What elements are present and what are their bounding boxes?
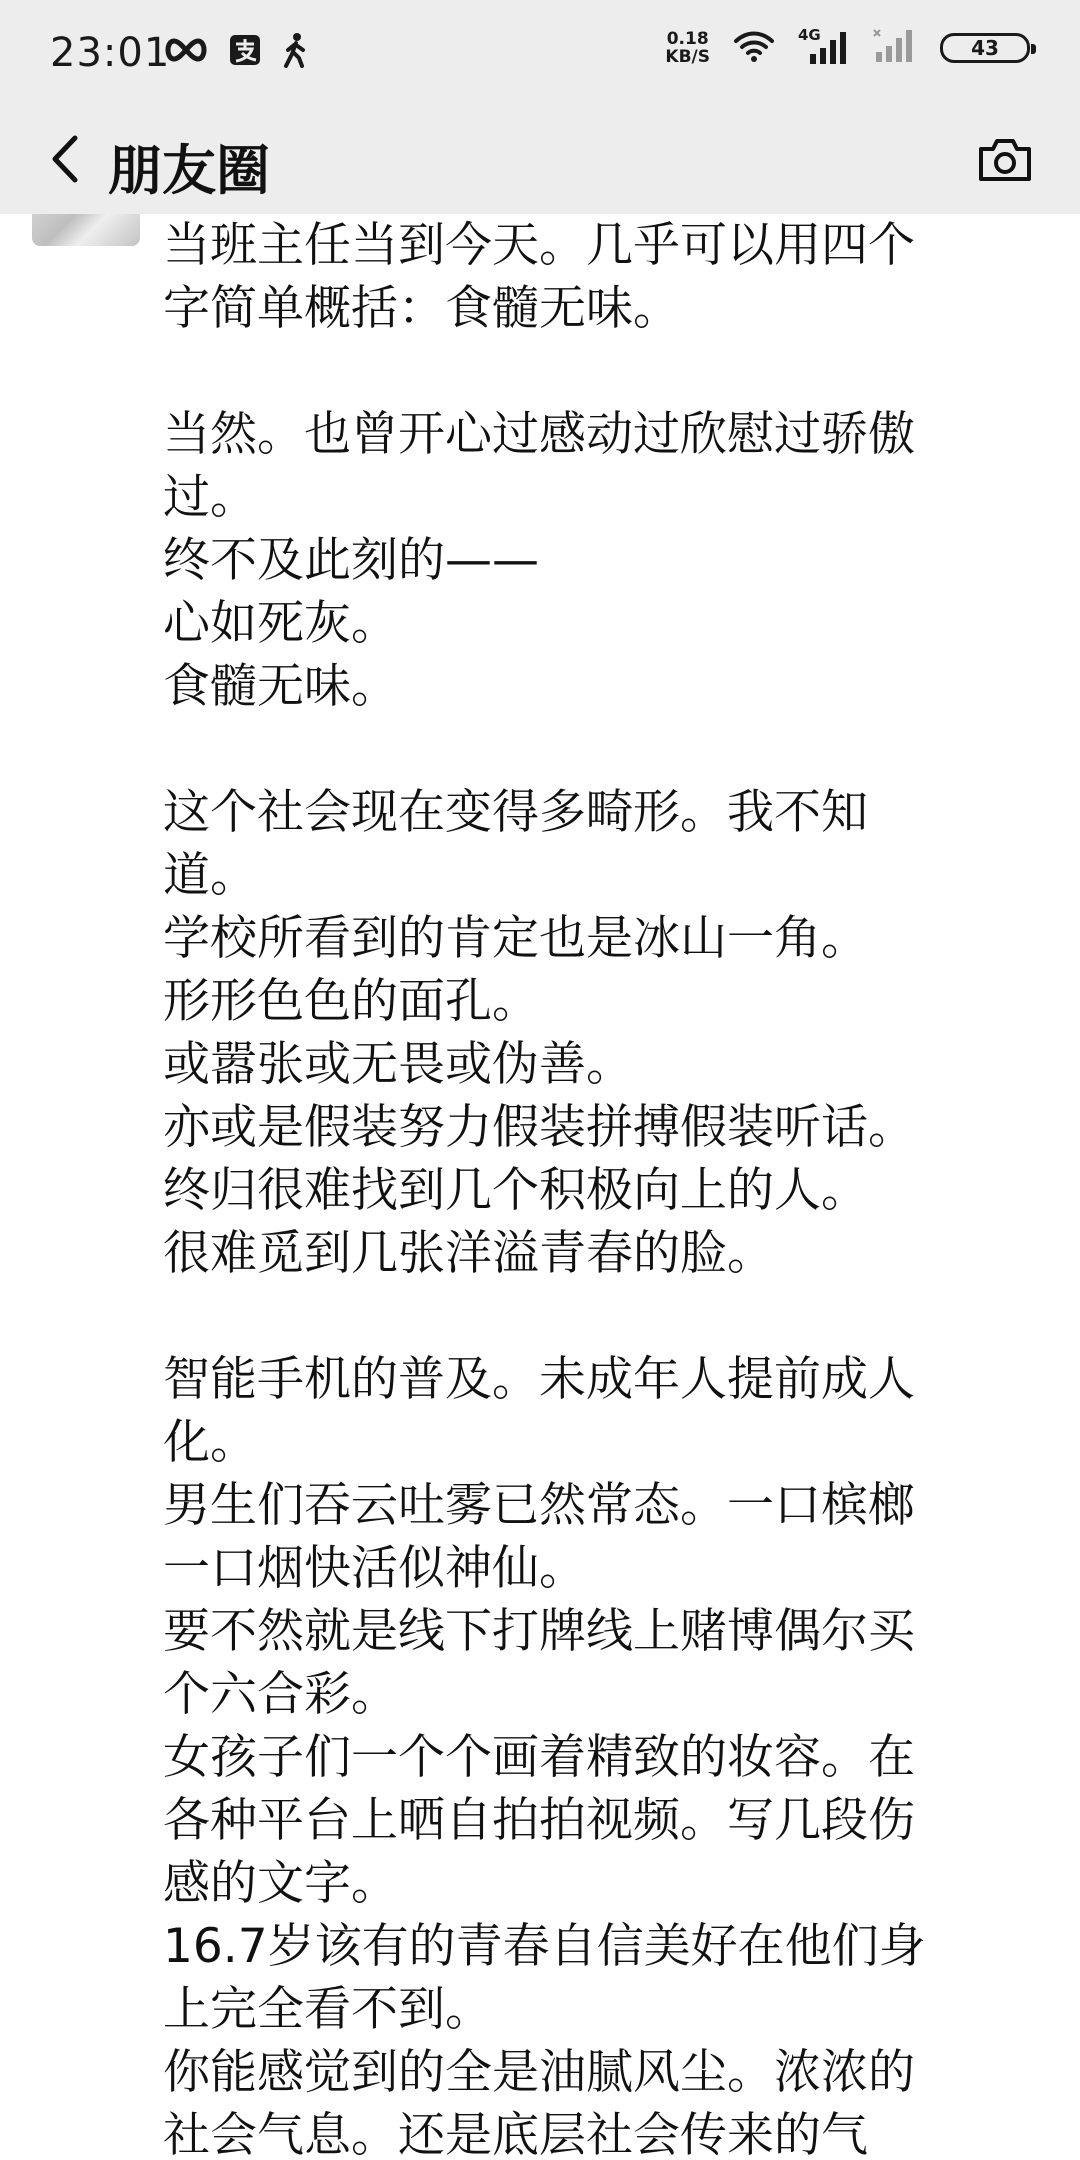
network-speed-unit: KB/S: [665, 47, 710, 67]
post-line: 学校所看到的肯定也是冰山一角。: [163, 911, 868, 966]
battery-icon: [940, 33, 1030, 63]
post-line: 形形色色的面孔。: [163, 974, 539, 1029]
network-speed: [665, 30, 710, 66]
status-right-icons: [665, 28, 1030, 68]
moments-feed[interactable]: [0, 214, 1080, 2160]
avatar[interactable]: [32, 214, 140, 246]
post-line: 心如死灰。: [163, 596, 398, 651]
back-button[interactable]: [30, 126, 100, 196]
post-line: 各种平台上晒自拍拍视频。写几段伤: [163, 1793, 915, 1848]
battery-level: 43: [971, 36, 999, 60]
post-line: 过。: [163, 470, 257, 525]
post-line: 男生们吞云吐雾已然常态。一口槟榔: [163, 1478, 915, 1533]
post-line: 亦或是假装努力假装拼搏假装听话。: [163, 1100, 915, 1155]
post-line: 一口烟快活似神仙。: [163, 1541, 586, 1596]
post-line: [163, 1285, 1023, 1348]
back-arrow-icon: [45, 132, 85, 190]
post-line: 要不然就是线下打牌线上赌博偶尔买: [163, 1604, 915, 1659]
post-line: 道。: [163, 848, 257, 903]
post-line: 智能手机的普及。未成年人提前成人: [163, 1352, 915, 1407]
wifi-icon: [732, 29, 776, 67]
post-line: 16.7岁该有的青春自信美好在他们身: [163, 1919, 926, 1974]
post-line: 感的文字。: [163, 1856, 398, 1911]
post-line: 当班主任当到今天。几乎可以用四个: [163, 218, 915, 273]
post-line: 终归很难找到几个积极向上的人。: [163, 1163, 868, 1218]
infinity-icon: [162, 35, 210, 69]
post-line: 或嚣张或无畏或伪善。: [163, 1037, 633, 1092]
nav-bar: [0, 108, 1080, 214]
walking-icon: [280, 32, 310, 72]
post-line: 终不及此刻的——: [163, 533, 539, 588]
alipay-icon: [228, 33, 262, 71]
post-line: 女孩子们一个个画着精致的妆容。在: [163, 1730, 915, 1785]
post-line: 很难觅到几张洋溢青春的脸。: [163, 1226, 774, 1281]
post-line: 上完全看不到。: [163, 1982, 492, 2037]
post-line: 字简单概括：食髓无味。: [163, 281, 680, 336]
post-line: 当然。也曾开心过感动过欣慰过骄傲: [163, 407, 915, 462]
status-left-icons: [162, 32, 310, 72]
post-line: 个六合彩。: [163, 1667, 398, 1722]
signal-icon: [798, 26, 850, 66]
post-line: 化。: [163, 1415, 257, 1470]
post-text: [163, 214, 1023, 2160]
signal-empty-icon: [872, 28, 918, 68]
post-line: 你能感觉到的全是油腻风尘。浓浓的: [163, 2045, 915, 2100]
post-line: [163, 340, 1023, 403]
post-line: [163, 718, 1023, 781]
status-bar: [0, 0, 1080, 108]
post-line: 食髓无味。: [163, 659, 398, 714]
status-time: 23:01: [50, 30, 171, 76]
post-line: 这个社会现在变得多畸形。我不知: [163, 785, 868, 840]
post-line: 社会气息。还是底层社会传来的气: [163, 2108, 868, 2160]
camera-button[interactable]: [970, 128, 1040, 194]
page-title: 朋友圈: [108, 139, 270, 202]
network-type: 4G: [798, 26, 821, 44]
camera-icon: [977, 135, 1033, 187]
network-speed-value: 0.18: [666, 29, 709, 49]
